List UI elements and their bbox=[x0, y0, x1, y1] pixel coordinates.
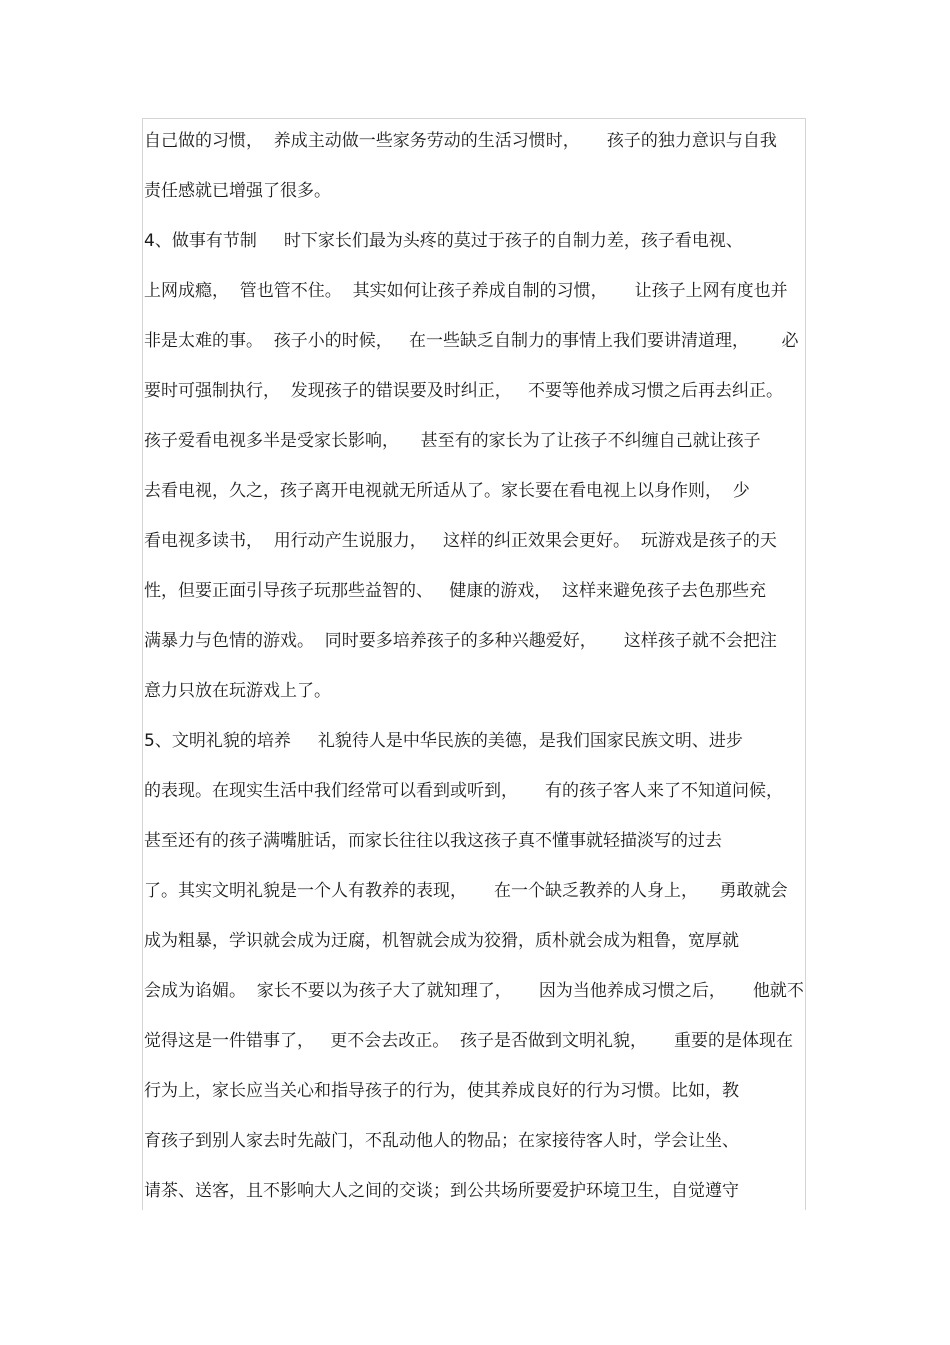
text-line-19: 觉得这是一件错事了， 更不会去改正。 孩子是否做到文明礼貌， 重要的是体现在 bbox=[144, 1031, 794, 1051]
section-heading-4: 4、做事有节制 时下家长们最为头疼的莫过于孩子的自制力差，孩子看电视、 bbox=[144, 231, 743, 251]
text-line-22: 请茶、送客，且不影响大人之间的交谈；到公共场所要爱护环境卫生，自觉遵守 bbox=[144, 1181, 739, 1201]
text-line-17: 成为粗暴，学识就会成为迂腐，机智就会成为狡猾，质朴就会成为粗鲁，宽厚就 bbox=[144, 931, 739, 951]
text-line-9: 看电视多读书， 用行动产生说服力， 这样的纠正效果会更好。 玩游戏是孩子的天 bbox=[144, 531, 777, 551]
text-line-16: 了。其实文明礼貌是一个人有教养的表现， 在一个缺乏教养的人身上， 勇敢就会 bbox=[144, 881, 788, 901]
text-line-2: 责任感就已增强了很多。 bbox=[144, 181, 331, 201]
text-line-15: 甚至还有的孩子满嘴脏话，而家长往往以我这孩子真不懂事就轻描淡写的过去 bbox=[144, 831, 722, 851]
text-line-14: 的表现。在现实生活中我们经常可以看到或听到， 有的孩子客人来了不知道问候， bbox=[144, 781, 784, 801]
text-line-20: 行为上，家长应当关心和指导孩子的行为，使其养成良好的行为习惯。比如，教 bbox=[144, 1081, 739, 1101]
text-line-4: 上网成瘾， 管也管不住。 其实如何让孩子养成自制的习惯， 让孩子上网有度也并 bbox=[144, 281, 788, 301]
text-line-21: 育孩子到别人家去时先敲门，不乱动他人的物品；在家接待客人时，学会让坐、 bbox=[144, 1131, 739, 1151]
text-line-1: 自己做的习惯， 养成主动做一些家务劳动的生活习惯时， 孩子的独力意识与自我 bbox=[144, 131, 777, 151]
text-line-10: 性，但要正面引导孩子玩那些益智的、 健康的游戏， 这样来避免孩子去色那些充 bbox=[144, 581, 767, 601]
text-line-5: 非是太难的事。 孩子小的时候， 在一些缺乏自制力的事情上我们要讲清道理， 必 bbox=[144, 331, 799, 351]
text-line-6: 要时可强制执行， 发现孩子的错误要及时纠正， 不要等他养成习惯之后再去纠正。 bbox=[144, 381, 784, 401]
text-line-7: 孩子爱看电视多半是受家长影响， 甚至有的家长为了让孩子不纠缠自己就让孩子 bbox=[144, 431, 761, 451]
text-line-8: 去看电视，久之，孩子离开电视就无所适从了。家长要在看电视上以身作则， 少 bbox=[144, 481, 750, 501]
text-line-18: 会成为谄媚。 家长不要以为孩子大了就知理了， 因为当他养成习惯之后， 他就不 bbox=[144, 981, 804, 1001]
section-heading-5: 5、文明礼貌的培养 礼貌待人是中华民族的美德，是我们国家民族文明、进步 bbox=[144, 731, 743, 751]
text-line-11: 满暴力与色情的游戏。 同时要多培养孩子的多种兴趣爱好， 这样孩子就不会把注 bbox=[144, 631, 777, 651]
text-line-12: 意力只放在玩游戏上了。 bbox=[144, 681, 331, 701]
